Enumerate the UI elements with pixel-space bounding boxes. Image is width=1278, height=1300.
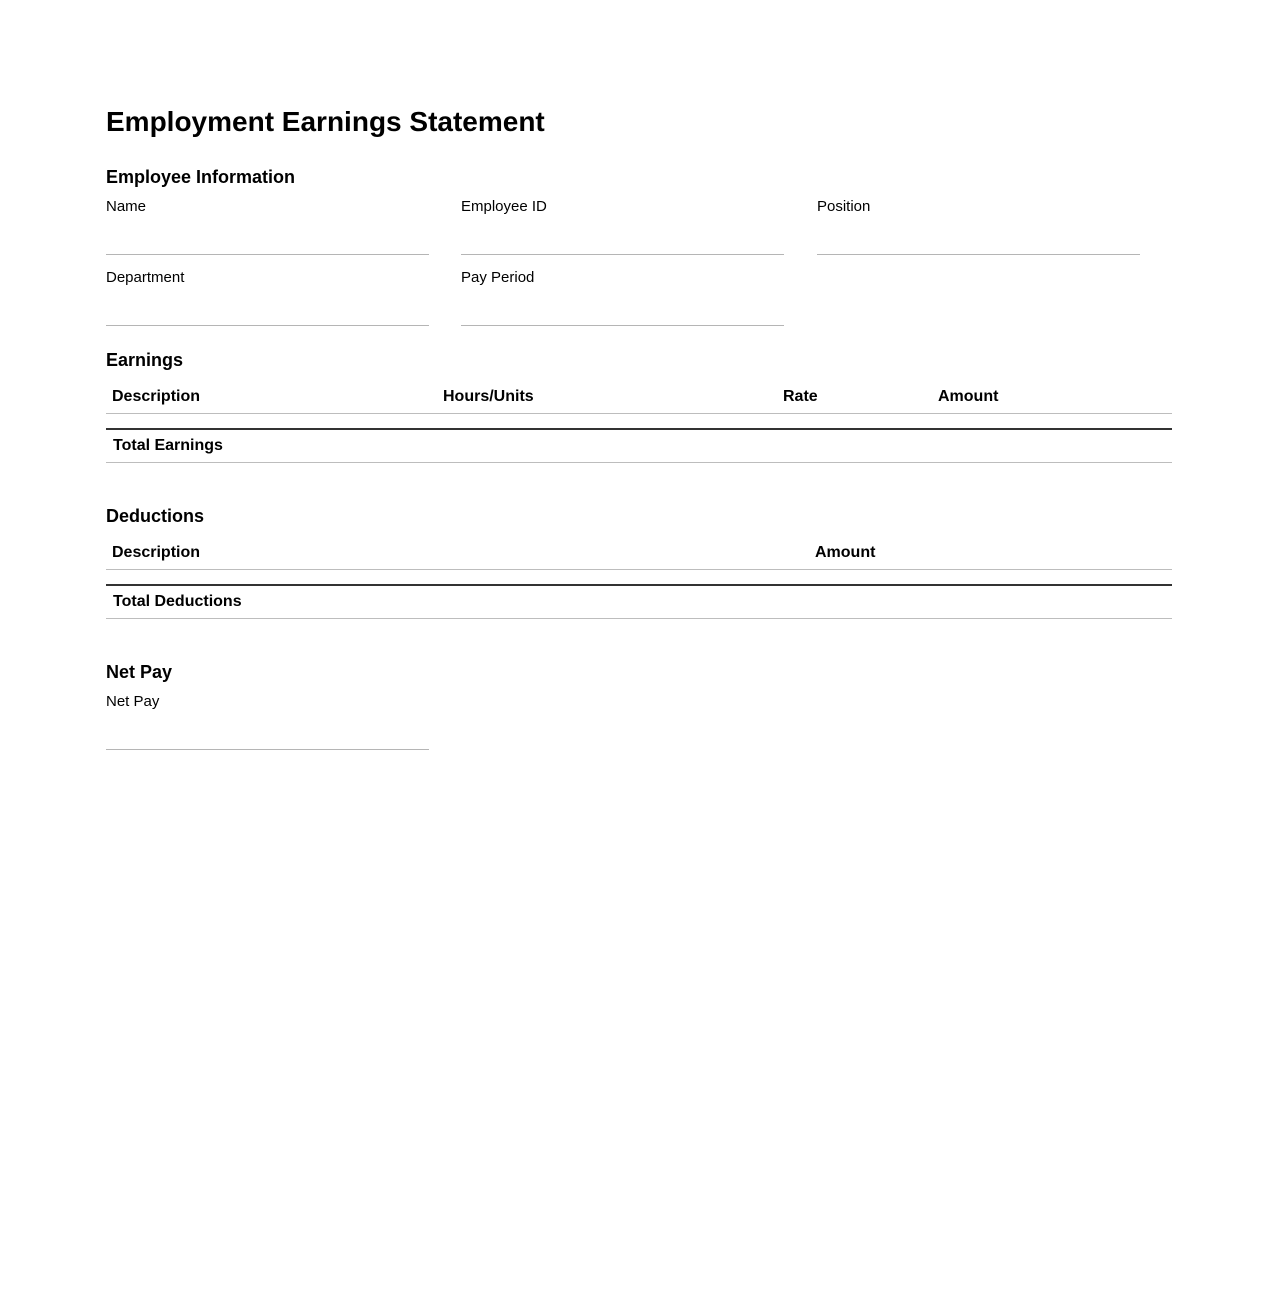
earnings-heading: Earnings (106, 350, 184, 370)
name-label: Name (106, 198, 147, 215)
total-earnings-row (106, 429, 1172, 463)
position-field (817, 198, 1140, 255)
pay-period-label: Pay Period (461, 269, 535, 286)
net-pay-input[interactable] (106, 723, 429, 750)
total-earnings-label: Total Earnings (106, 429, 932, 463)
col-rate: Rate (777, 380, 932, 414)
name-field (106, 198, 429, 255)
department-input[interactable] (106, 299, 429, 326)
table-row (106, 414, 1172, 430)
col-amount: Amount (932, 380, 1172, 414)
col-description: Description (106, 536, 809, 570)
earnings-table (106, 380, 1172, 463)
col-hours-units: Hours/Units (437, 380, 777, 414)
department-field (106, 269, 429, 326)
page-title: Employment Earnings Statement (106, 106, 545, 137)
deductions-table (106, 536, 1172, 619)
total-deductions-row (106, 585, 1172, 619)
total-deductions-label: Total Deductions (106, 585, 809, 619)
employee-id-label: Employee ID (461, 198, 547, 215)
total-earnings-value (932, 429, 1172, 463)
employee-info-heading: Employee Information (106, 167, 296, 187)
position-label: Position (817, 198, 871, 215)
col-description: Description (106, 380, 437, 414)
net-pay-label: Net Pay (106, 693, 160, 710)
pay-period-field (461, 269, 784, 326)
total-deductions-value (809, 585, 1172, 619)
deductions-heading: Deductions (106, 506, 205, 526)
table-row (106, 570, 1172, 586)
name-input[interactable] (106, 228, 429, 255)
net-pay-heading: Net Pay (106, 662, 173, 682)
pay-period-input[interactable] (461, 299, 784, 326)
employee-id-field (461, 198, 784, 255)
department-label: Department (106, 269, 185, 286)
col-amount: Amount (809, 536, 1172, 570)
net-pay-field (106, 693, 429, 750)
employee-id-input[interactable] (461, 228, 784, 255)
position-input[interactable] (817, 228, 1140, 255)
